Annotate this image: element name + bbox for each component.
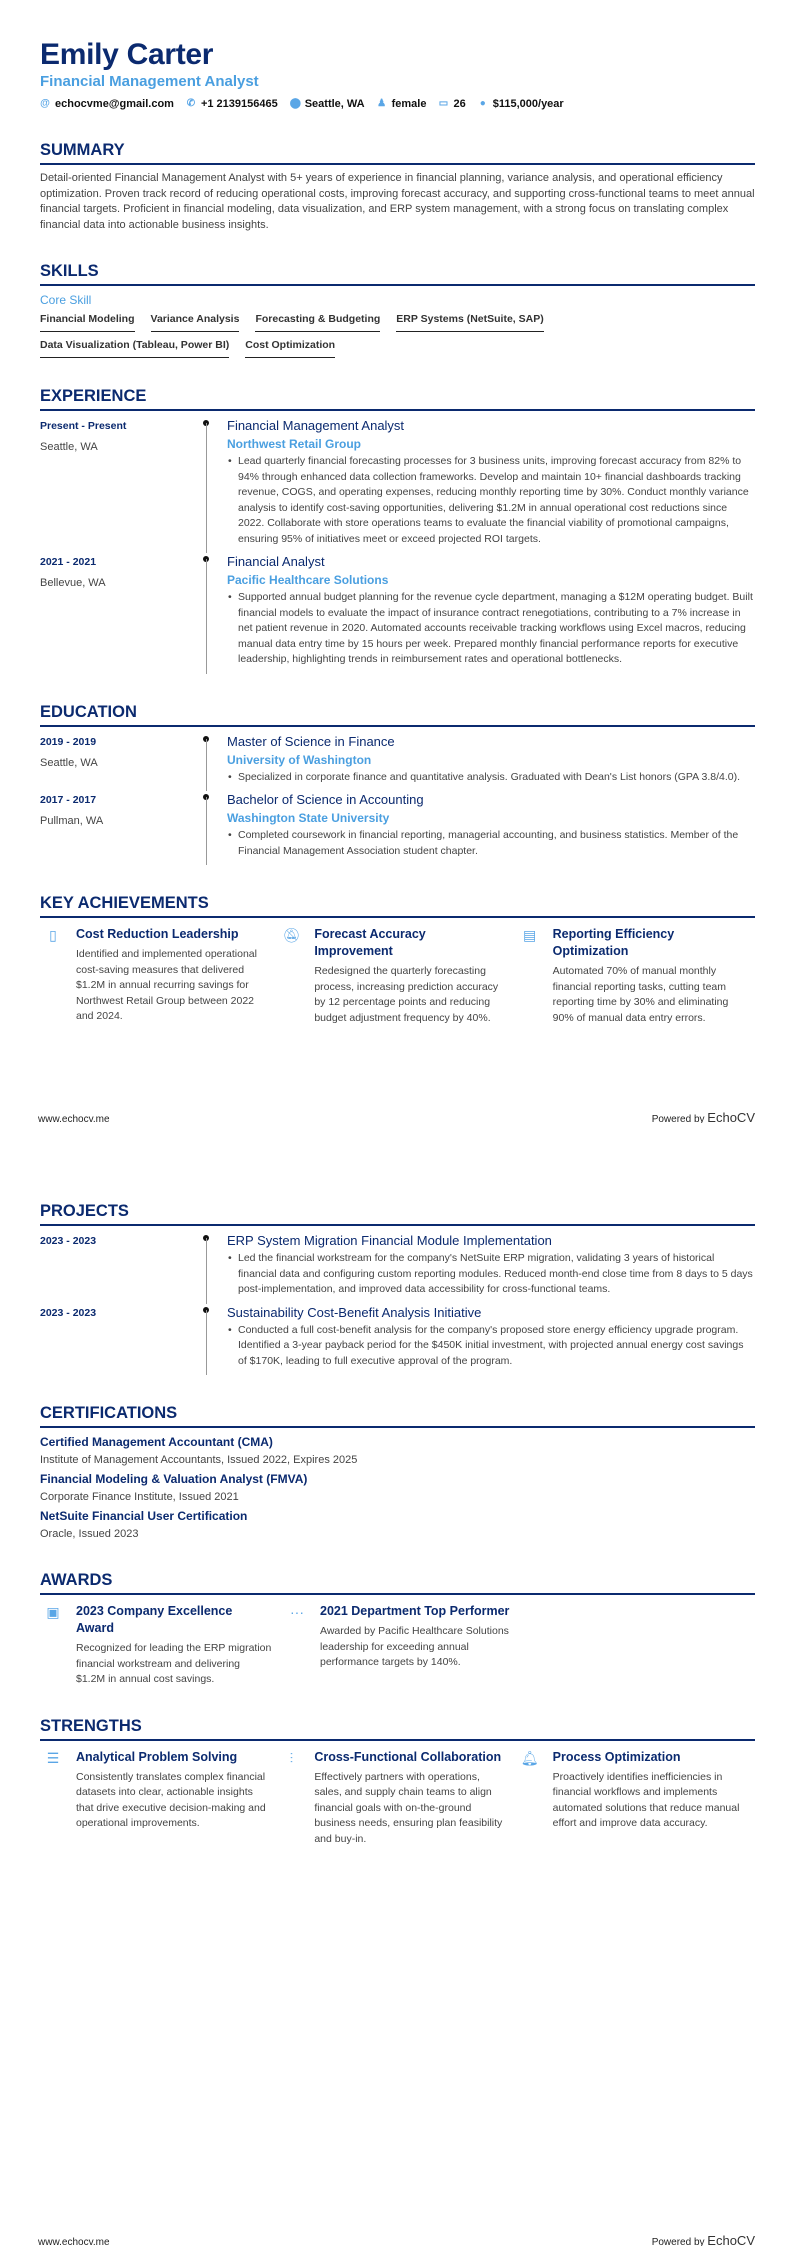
card-body (320, 1603, 516, 1688)
contact-item (186, 96, 278, 112)
strengths-section (40, 1716, 755, 1848)
timeline-entry (40, 553, 755, 674)
entry-location: Seattle, WA (40, 441, 98, 453)
card-description: Effectively partners with operations, sales, and supply chain teams to align financial goals with on-the-ground business needs, ensuring plan feasibility and buy-in. (314, 1770, 503, 1845)
contact-row (40, 96, 755, 112)
entry-date: 2017 - 2017 (40, 794, 97, 806)
section-heading: STRENGTHS (40, 1716, 755, 1741)
section-heading: EDUCATION (40, 702, 755, 727)
contact-text: 26 (453, 98, 466, 110)
award-list (40, 1603, 755, 1688)
entry-date: 2023 - 2023 (40, 1306, 97, 1319)
entry-title: Master of Science in Finance (227, 733, 395, 749)
entry-meta (40, 1232, 202, 1304)
powered-label: Powered by (651, 1114, 705, 1123)
experience-list (40, 417, 755, 674)
entry-title: Bachelor of Science in Accounting (227, 792, 424, 807)
timeline-marker (202, 791, 227, 865)
at-icon: @ (40, 98, 50, 109)
card-description: Recognized for leading the ERP migration financial workstream and delivering $1.2M in annual cost savings. (76, 1642, 272, 1685)
timeline-entry (40, 1232, 755, 1304)
contact-item (438, 96, 465, 112)
timeline-entry (40, 791, 755, 865)
experience-section (40, 386, 755, 674)
card-description: Consistently translates complex financial datasets into clear, actionable insights that drive executive decision-making and operational improvements. (76, 1770, 266, 1829)
certification-name: Certified Management Accountant (CMA) (40, 1435, 273, 1449)
card-body (314, 926, 504, 1026)
entry-title: Financial Analyst (227, 554, 325, 569)
card-description: Automated 70% of manual monthly financial reporting tasks, cutting team reporting time by 30% and eliminating 90% of manual data entry errors. (552, 965, 729, 1024)
mobile-icon: ▯ (49, 927, 57, 943)
certification-issuer: Oracle, Issued 2023 (40, 1528, 139, 1540)
bullet-item: • Led the financial workstream for the company's NetSuite ERP migration, validating 3 years of historical financial data and configuring custom reporting modules. Reduced month-end close time from 8 days to 5 days post-implementation, and improved data accessibility for cross-functional teams. (227, 1251, 755, 1298)
timeline-line (206, 1238, 207, 1304)
entry-bullets (227, 770, 755, 786)
certifications-section (40, 1403, 755, 1542)
card-description: Identified and implemented operational cost-saving measures that delivered $1.2M in annual recurring savings for Northwest Retail Group between 2022 and 2024. (76, 948, 257, 1022)
entry-body (227, 1232, 755, 1304)
summary-section (40, 140, 755, 233)
calendar-chart-icon: ▤ (523, 927, 537, 943)
resume-header (40, 38, 755, 112)
card-title: 2023 Company Excellence Award (76, 1604, 233, 1635)
skill-tag: Cost Optimization (245, 338, 335, 358)
entry-bullets (227, 828, 755, 859)
timeline-line (206, 559, 207, 674)
projects-section (40, 1201, 755, 1375)
calendar-icon: ▭ (438, 98, 449, 109)
brand-logo: EchoCV (707, 2233, 755, 2246)
skill-list (40, 312, 640, 358)
timeline-marker (202, 733, 227, 792)
resume-page-2 (0, 1123, 794, 2246)
strength-list (40, 1749, 755, 1848)
contact-text: echocvme@gmail.com (55, 98, 174, 110)
card-description: Proactively identifies inefficiencies in financial workflows and implements automated solutions that reduce manual effort and improve data accuracy. (552, 1770, 740, 1829)
entry-location: Pullman, WA (40, 815, 104, 827)
card-title: Process Optimization (552, 1749, 681, 1764)
bullet-item: • Conducted a full cost-benefit analysis for the company's proposed store energy efficiency upgrade program. Identified a 3-year payback period for the $450K initial investment, with projected annual energy cost savings of $170K, leading to full executive approval of the program. (227, 1323, 755, 1370)
timeline-line (206, 1310, 207, 1376)
strength-card (40, 1749, 278, 1848)
ellipsis-icon: ··· (290, 1604, 304, 1620)
powered-label: Powered by (651, 2237, 705, 2246)
entry-body (227, 733, 755, 792)
education-list (40, 733, 755, 866)
entry-date: 2021 - 2021 (40, 556, 97, 568)
entry-meta (40, 553, 202, 674)
entry-date: Present - Present (40, 420, 127, 432)
certification-item (40, 1508, 755, 1542)
entry-location: Bellevue, WA (40, 577, 106, 589)
phone-icon: ✆ (186, 98, 196, 109)
card-body (553, 926, 743, 1026)
section-heading: SUMMARY (40, 140, 755, 165)
money-icon: ● (479, 98, 486, 109)
achievements-section (40, 893, 755, 1026)
entry-meta (40, 733, 202, 792)
entry-title: Financial Management Analyst (227, 418, 405, 433)
entry-title: Sustainability Cost-Benefit Analysis Initiative (227, 1304, 482, 1320)
entry-bullets (227, 454, 755, 547)
certification-list (40, 1434, 755, 1542)
awards-section (40, 1570, 755, 1688)
card-body (76, 1749, 266, 1848)
certification-name: NetSuite Financial User Certification (40, 1509, 248, 1523)
entry-organization: Washington State University (227, 811, 390, 825)
skill-tag: Financial Modeling (40, 312, 135, 332)
entry-organization: University of Washington (227, 752, 372, 767)
footer-site-link[interactable]: www.echocv.me (38, 2237, 110, 2246)
entry-organization: Northwest Retail Group (227, 437, 362, 451)
timeline-marker (202, 417, 227, 553)
bullet-item: • Completed coursework in financial reporting, managerial accounting, and business statistics. Member of the Financial Management Association student chapter. (227, 828, 755, 859)
entry-date: 2019 - 2019 (40, 735, 97, 748)
card-title: Cross-Functional Collaboration (314, 1749, 502, 1764)
entry-body (227, 1304, 755, 1376)
entry-location: Seattle, WA (40, 756, 98, 769)
section-heading: AWARDS (40, 1570, 755, 1595)
entry-meta (40, 791, 202, 865)
card-title: Forecast Accuracy Improvement (314, 927, 426, 958)
timeline-marker (202, 553, 227, 674)
timeline-entry (40, 417, 755, 553)
entry-organization: Pacific Healthcare Solutions (227, 573, 389, 587)
contact-text: $115,000/year (492, 98, 564, 110)
skill-tag: Forecasting & Budgeting (255, 312, 380, 332)
contact-item (478, 96, 564, 112)
bullet-item: • Supported annual budget planning for the revenue cycle department, managing a $12M operating budget. Built financial models to evaluate the impact of insurance contract renegotiations, contributing to a 7% increase in net patient revenue in 2020. Automated accounts receivable tracking workflows using Excel macros, reducing manual data entry time by 15 hours per week. Prepared monthly financial performance reports for executive leadership, highlighting trends in reimbursement rates and operational bottlenecks. (227, 590, 755, 668)
entry-bullets (227, 1251, 755, 1298)
card-description: Redesigned the quarterly forecasting process, increasing prediction accuracy by 12 percentage points and reducing budget adjustment frequency by 40%. (314, 965, 499, 1024)
achievement-list (40, 926, 755, 1026)
contact-text: +1 2139156465 (200, 98, 278, 110)
certification-name: Financial Modeling & Valuation Analyst (FMVA) (40, 1472, 308, 1486)
list-icon: ☰ (46, 1749, 60, 1766)
entry-bullets (227, 590, 755, 668)
strength-card (517, 1749, 755, 1848)
entry-bullets (227, 1323, 755, 1370)
entry-meta (40, 417, 202, 553)
timeline-entry (40, 733, 755, 792)
card-description: Awarded by Pacific Healthcare Solutions leadership for exceeding annual performance targets by 140%. (320, 1625, 509, 1668)
certification-item (40, 1471, 755, 1505)
certification-item (40, 1434, 755, 1468)
page-footer (38, 2233, 755, 2246)
briefcase-icon: ▣ (46, 1604, 60, 1620)
timeline-entry (40, 1304, 755, 1376)
timeline-marker (202, 1304, 227, 1376)
entry-date: 2023 - 2023 (40, 1235, 97, 1247)
summary-text: Detail-oriented Financial Management Analyst with 5+ years of experience in financial planning, variance analysis, and operational efficiency optimization. Proven track record of reducing operational costs, improving forecast accuracy, and supporting cross-functional teams to meet annual financial targets. Proficient in financial modeling, data visualization, and ERP system management, with a strong focus on translating complex financial data into actionable business insights. (40, 172, 755, 231)
certification-issuer: Institute of Management Accountants, Issued 2022, Expires 2025 (40, 1454, 358, 1466)
timeline-line (206, 423, 207, 553)
section-heading: CERTIFICATIONS (40, 1403, 755, 1428)
footer-powered (652, 2233, 755, 2246)
contact-item (377, 96, 427, 112)
card-title: 2021 Department Top Performer (320, 1604, 510, 1618)
project-list (40, 1232, 755, 1375)
contact-item (290, 96, 365, 112)
card-title: Cost Reduction Leadership (76, 927, 239, 941)
achievement-card (278, 926, 516, 1026)
section-heading: PROJECTS (40, 1201, 755, 1226)
candidate-title: Financial Management Analyst (40, 73, 259, 90)
contact-text: female (391, 98, 427, 110)
skill-tag: Variance Analysis (151, 312, 240, 332)
skill-tag: ERP Systems (NetSuite, SAP) (396, 312, 543, 332)
card-body (314, 1749, 504, 1848)
contact-item (40, 96, 174, 112)
contact-text: Seattle, WA (304, 98, 365, 110)
entry-body (227, 417, 755, 553)
bullet-item: • Lead quarterly financial forecasting processes for 3 business units, improving forecast accuracy from 82% to 94% through enhanced data collection frameworks. Develop and maintain 10+ financial dashboards tracking revenue, COGS, and operating expenses, reducing monthly reporting time by 30%. Conduct monthly variance analysis to identify cost-saving opportunities, delivering $1.2M in annual operational cost reductions since 2022. Collaborate with store operations teams to evaluate the financial viability of promotional campaigns, ensuring 95% of initiatives meet or exceed projected ROI targets. (227, 454, 755, 547)
achievement-card (517, 926, 755, 1026)
skill-group-label: Core Skill (40, 293, 92, 307)
education-section (40, 702, 755, 866)
card-body (76, 926, 266, 1026)
card-title: Analytical Problem Solving (76, 1749, 238, 1764)
achievement-card (40, 926, 278, 1026)
candidate-name: Emily Carter (40, 38, 214, 71)
entry-body (227, 791, 755, 865)
bullet-item: • Specialized in corporate finance and quantitative analysis. Graduated with Dean's List honors (GPA 3.8/4.0). (227, 770, 755, 786)
skill-tag: Data Visualization (Tableau, Power BI) (40, 338, 229, 358)
entry-title: ERP System Migration Financial Module Implementation (227, 1233, 552, 1248)
footer-powered (652, 1110, 755, 1123)
section-heading: SKILLS (40, 261, 755, 286)
brand-logo: EchoCV (707, 1110, 755, 1123)
map-pin-icon: ⬤ (289, 98, 301, 109)
user-icon: ♟ (377, 98, 387, 109)
award-card (284, 1603, 528, 1688)
certification-issuer: Corporate Finance Institute, Issued 2021 (40, 1491, 239, 1503)
sliders-icon: ⫶ (289, 1749, 294, 1766)
bell-slash-icon: 🔕︎ (282, 927, 301, 943)
bell-icon: 🔔︎ (520, 1749, 539, 1766)
skills-section (40, 261, 755, 358)
page-footer (38, 1110, 755, 1123)
strength-card (278, 1749, 516, 1848)
timeline-marker (202, 1232, 227, 1304)
entry-body (227, 553, 755, 674)
card-body (76, 1603, 272, 1688)
section-heading: EXPERIENCE (40, 386, 755, 411)
award-card (40, 1603, 284, 1688)
timeline-line (206, 797, 207, 865)
card-title: Reporting Efficiency Optimization (552, 927, 675, 958)
timeline-line (206, 739, 207, 792)
footer-site-link[interactable]: www.echocv.me (38, 1114, 110, 1123)
entry-meta (40, 1304, 202, 1376)
section-heading: KEY ACHIEVEMENTS (40, 893, 755, 918)
card-body (553, 1749, 743, 1848)
